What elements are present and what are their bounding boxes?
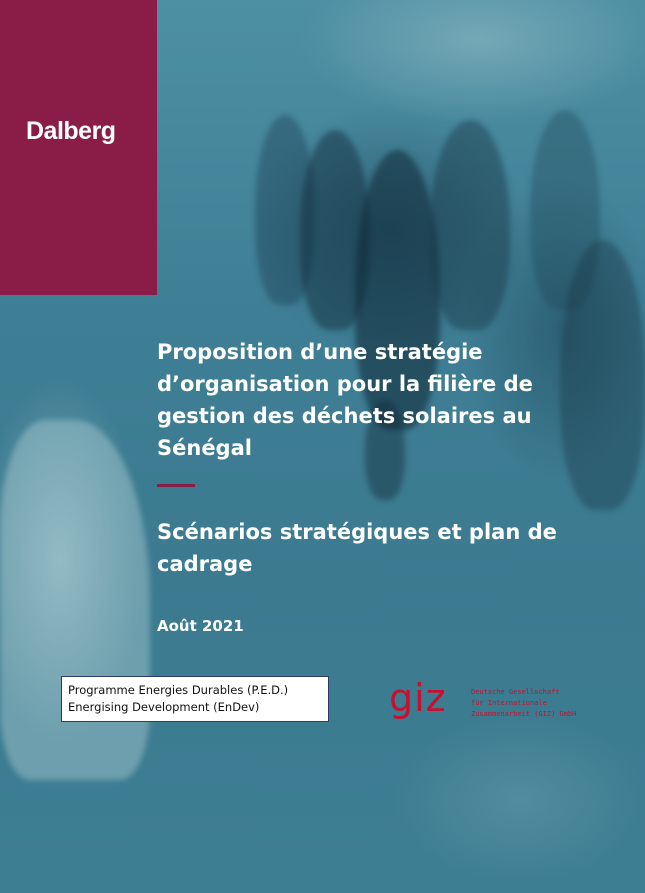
giz-text-line: Deutsche Gesellschaft xyxy=(471,688,560,696)
report-date: Août 2021 xyxy=(157,617,244,635)
giz-text-line: für Internationale xyxy=(471,699,547,707)
brand-block xyxy=(0,0,157,295)
giz-logo-letters: giz xyxy=(389,676,447,720)
giz-logo xyxy=(389,676,589,732)
dalberg-logo: Dalberg xyxy=(26,117,116,145)
program-line-ped: Programme Energies Durables (P.E.D.) xyxy=(68,683,289,697)
giz-logo-text xyxy=(471,687,576,720)
giz-text-line: Zusammenarbeit (GIZ) GmbH xyxy=(471,710,577,718)
program-box xyxy=(61,676,329,722)
background-figure xyxy=(430,120,510,330)
report-title: Proposition d’une stratégie d’organisation pour la filière de gestion des déchets solaires au Sénégal xyxy=(157,340,533,460)
report-subtitle: Scénarios stratégiques et plan de cadrage xyxy=(157,520,557,576)
title-divider xyxy=(157,484,195,487)
program-line-endev: Energising Development (EnDev) xyxy=(68,700,260,714)
background-scooter xyxy=(0,420,150,780)
